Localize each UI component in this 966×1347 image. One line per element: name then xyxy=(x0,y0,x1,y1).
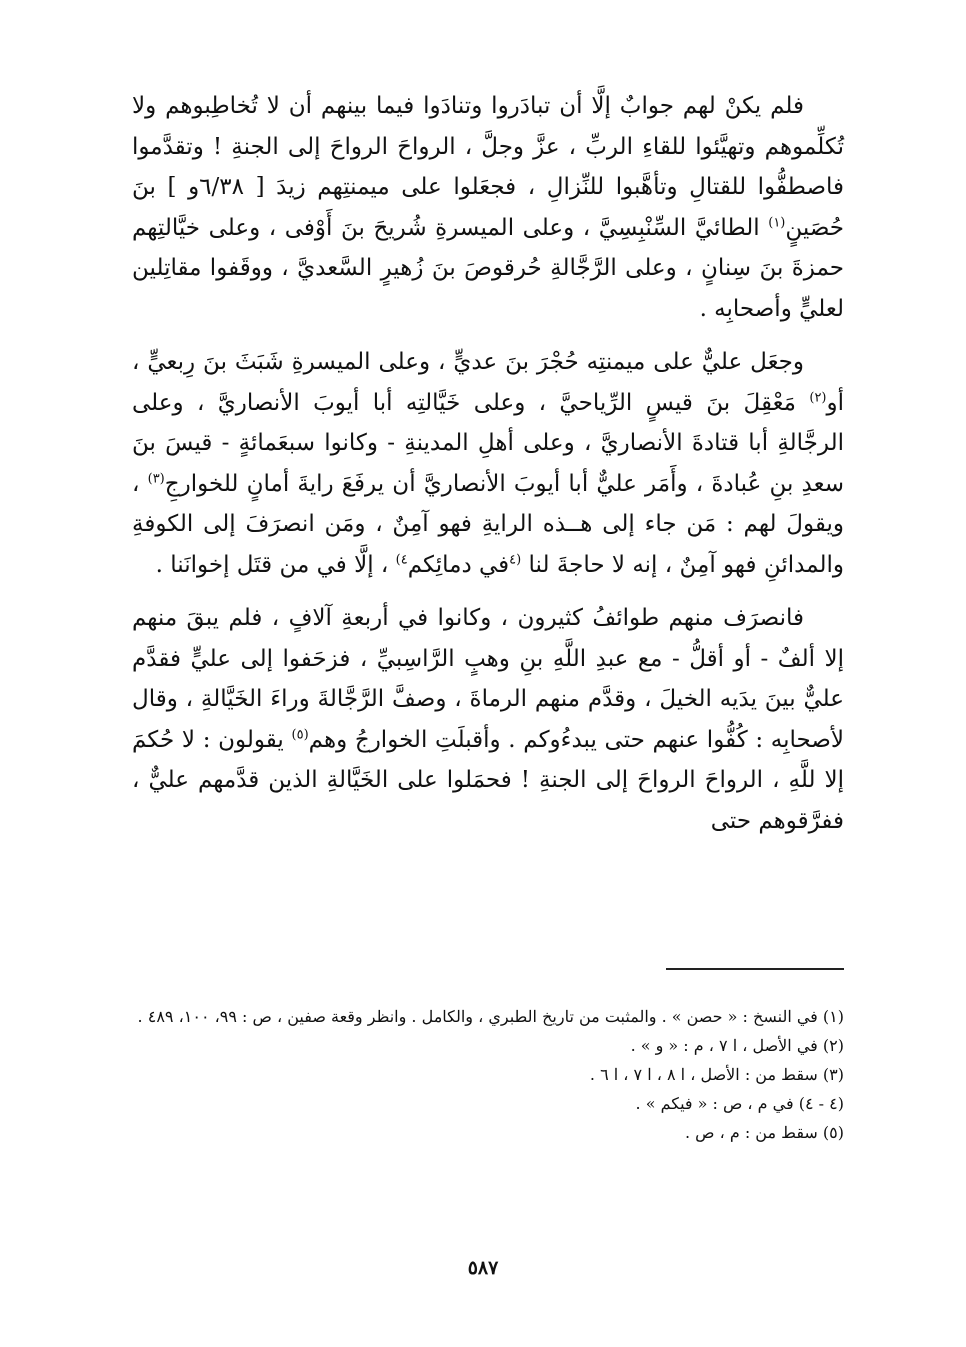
main-text xyxy=(132,86,844,841)
footnote-reference[interactable]: (٤ xyxy=(509,551,522,567)
text-run: يقولون : لا حُكمَ إلا للَّهِ ، الرواحَ الرواحَ إلى الجنةِ ! فحمَلوا على الخَيَّالةِ الذين قدَّمهم عليٌّ ، ففرَّقوهم حتى xyxy=(132,726,844,834)
text-run: فانصرَف منهم طوائفُ كثيرون ، وكانوا في أربعةِ آلافٍ ، فلم يبقَ منهم إلا ألفٌ - أو أقلُّ - مع عبدِ اللَّهِ بنِ وهبٍ الرَّاسِبيِّ ، فزحَفوا إلى عليٍّ فقدَّم عليٌّ بينَ يدَيه الخيلَ ، وقدَّم منهم الرماةَ ، وصفَّ الرَّجَّالةَ وراءَ الخَيَّالةِ ، وقال لأصحابِه : كُفُّوا عنهم حتى يبدءُوكم . وأقبلَتِ الخوارجُ وهم xyxy=(132,605,844,753)
footnote-reference[interactable]: ٤) xyxy=(395,551,408,567)
footnote-reference[interactable]: (٣) xyxy=(147,470,165,486)
footnote-reference[interactable]: (٢) xyxy=(809,389,827,405)
text-run: الطائيَّ السِّنْبِسِيَّ ، وعلى الميسرةِ شُريحَ بنَ أَوْفى ، وعلى خيَّالتِهم حمزةَ بنَ سِنانٍ ، وعلى الرَّجَّالةِ حُرقوصَ بنَ زُهيرٍ السَّعديَّ ، ووقَفوا مقاتِلين لعليٍّ وأصحابِه . xyxy=(132,214,844,322)
footnotes xyxy=(132,1002,844,1147)
text-run: مَعْقِلَ بنَ قيسٍ الرِّياحيَّ ، وعلى خَيَّالتِه أبا أيوبَ الأنصاريَّ ، وعلى الرجَّالةِ أبا قتادةَ الأنصاريَّ ، وعلى أهلِ المدينةِ - وكانوا سبعَمائةٍ - قيسَ بنَ سعدِ بنِ عُبادةَ ، وأَمَر عليٌّ أبا أيوبَ الأنصاريَّ أن يرفَعَ رايةَ أمانٍ للخوارجِ xyxy=(132,389,844,497)
footnote-1: (١) في النسخ : « حصن » . والمثبت من تاريخ الطبري ، والكامل . وانظر وقعة صفين ، ص : ٩٩، ١٠٠، ٤٨٩ . xyxy=(137,1007,844,1026)
text-run: في دمائِكم xyxy=(407,551,510,578)
paragraph-2 xyxy=(132,342,844,585)
footnote-5: (٥) سقط من : م ، ص . xyxy=(684,1123,844,1142)
paragraph-1 xyxy=(132,86,844,329)
footnote-4: (٤ - ٤) في م ، ص : « فيكم » . xyxy=(635,1094,844,1113)
text-run: ، إلَّا في من قتَل إخوانَنا . xyxy=(155,551,396,578)
footnote-2: (٢) في الأصل ، ا ٧ ، م : « و » . xyxy=(630,1036,844,1055)
page-number: ٥٨٧ xyxy=(467,1257,499,1279)
footnote-3: (٣) سقط من : الأصل ، ا ٨ ، ا ٧ ، ا ٦ . xyxy=(589,1065,844,1084)
paragraph-3 xyxy=(132,598,844,841)
footnote-separator xyxy=(666,968,844,970)
footnote-reference[interactable]: (٥) xyxy=(291,726,309,742)
footnote-reference[interactable]: (١) xyxy=(768,214,786,230)
text-run: ، ويقولَ لهم : مَن جاء إلى هــذه الرايةِ فهو آمِنٌ ، ومَن انصرَفَ إلى الكوفةِ والمدائنِ فهو آمِنٌ ، إنه لا حاجةَ لنا xyxy=(132,470,844,578)
text-run: فلم يكنْ لهم جوابٌ إلَّا أن تبادَروا وتنادَوا فيما بينهم أن لا تُخاطِبوهم ولا تُكلِّموهم وتهيَّئوا للقاءِ الربِّ ، عزَّ وجلَّ ، الرواحَ الرواحَ إلى الجنةِ ! وتقدَّموا فاصطفُّوا للقتالِ وتأهَّبوا للنِّزالِ ، فجعَلوا على ميمنتِهم زيدَ [ ٦/٣٨و ] بنَ حُصَينٍ xyxy=(132,93,844,241)
text-run: وجعَل عليٌّ على ميمنتِه حُجْرَ بنَ عديٍّ ، وعلى الميسرةِ شَبَثَ بنَ رِبعيٍّ ، أو xyxy=(132,349,844,416)
